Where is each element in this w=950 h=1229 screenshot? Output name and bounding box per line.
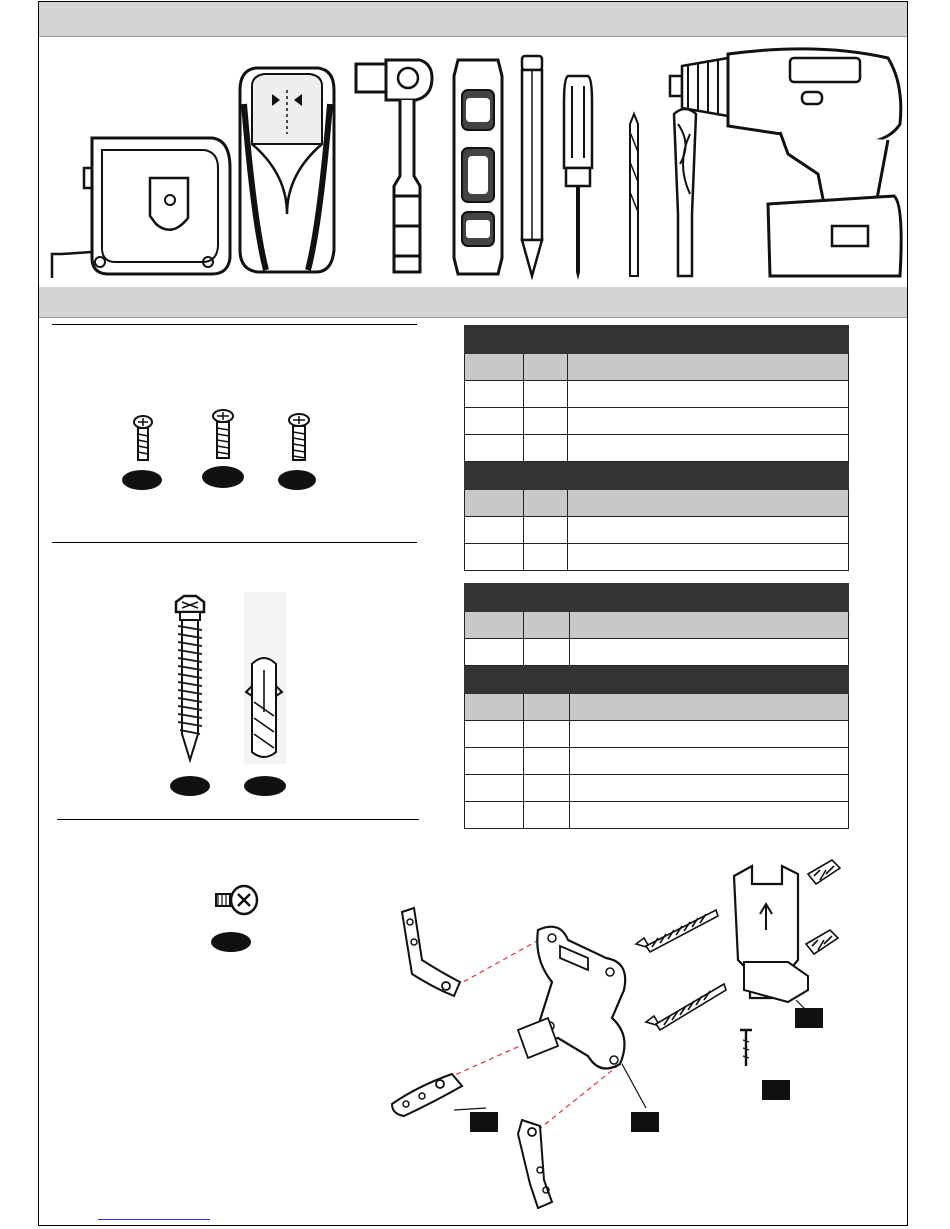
table-row	[465, 775, 849, 802]
table-row	[465, 544, 849, 571]
hardware-label-pill	[278, 470, 316, 490]
stud-finder-icon	[236, 64, 338, 276]
column-header	[465, 694, 524, 721]
long-machine-screw-icon	[286, 412, 312, 464]
table-row	[465, 381, 849, 408]
lag-bolt-icon	[170, 594, 210, 762]
callout-tag	[631, 1112, 659, 1132]
column-header	[524, 694, 570, 721]
table-header	[465, 462, 849, 490]
table-row	[465, 435, 849, 462]
table-row	[465, 721, 849, 748]
column-header	[570, 694, 849, 721]
column-header	[568, 490, 849, 517]
column-header	[568, 354, 849, 381]
thumb-screw-icon	[214, 884, 260, 916]
hardware-label-pill	[244, 776, 286, 796]
group-rule-2	[52, 542, 417, 543]
power-drill-icon	[668, 44, 906, 280]
column-header	[524, 490, 568, 517]
parts-table-2	[464, 583, 849, 829]
exploded-assembly-diagram-icon	[388, 850, 848, 1215]
column-header	[465, 354, 524, 381]
table-header	[465, 666, 570, 694]
hardware-header-band	[39, 287, 907, 318]
wall-anchor-icon	[244, 592, 286, 764]
column-header	[570, 612, 849, 639]
column-header	[524, 354, 568, 381]
hardware-label-pill	[122, 470, 162, 490]
group-rule-1	[52, 324, 417, 325]
table-row	[465, 408, 849, 435]
pencil-icon	[518, 54, 546, 280]
socket-wrench-icon	[354, 56, 438, 278]
hardware-label-pill	[211, 932, 251, 952]
callout-tag	[470, 1112, 498, 1132]
footer-link[interactable]	[98, 1219, 210, 1220]
table-row	[465, 748, 849, 775]
drill-bit-icon	[624, 112, 644, 280]
table-header	[465, 326, 849, 354]
hardware-label-pill	[170, 776, 210, 796]
column-header	[465, 612, 524, 639]
table-header	[465, 584, 849, 612]
tools-header-band	[39, 2, 907, 37]
parts-table-1	[464, 325, 849, 571]
spirit-level-icon	[452, 56, 504, 278]
short-machine-screw-icon	[132, 414, 154, 464]
table-row	[465, 517, 849, 544]
table-row	[465, 802, 849, 829]
screwdriver-icon	[560, 72, 596, 282]
hardware-label-pill	[202, 466, 244, 488]
table-row	[465, 639, 849, 666]
medium-machine-screw-icon	[210, 408, 236, 462]
column-header	[524, 612, 570, 639]
column-header	[465, 490, 524, 517]
tape-measure-icon	[52, 128, 232, 278]
callout-tag	[762, 1080, 790, 1100]
group-rule-3	[57, 819, 419, 820]
callout-tag	[795, 1008, 823, 1028]
